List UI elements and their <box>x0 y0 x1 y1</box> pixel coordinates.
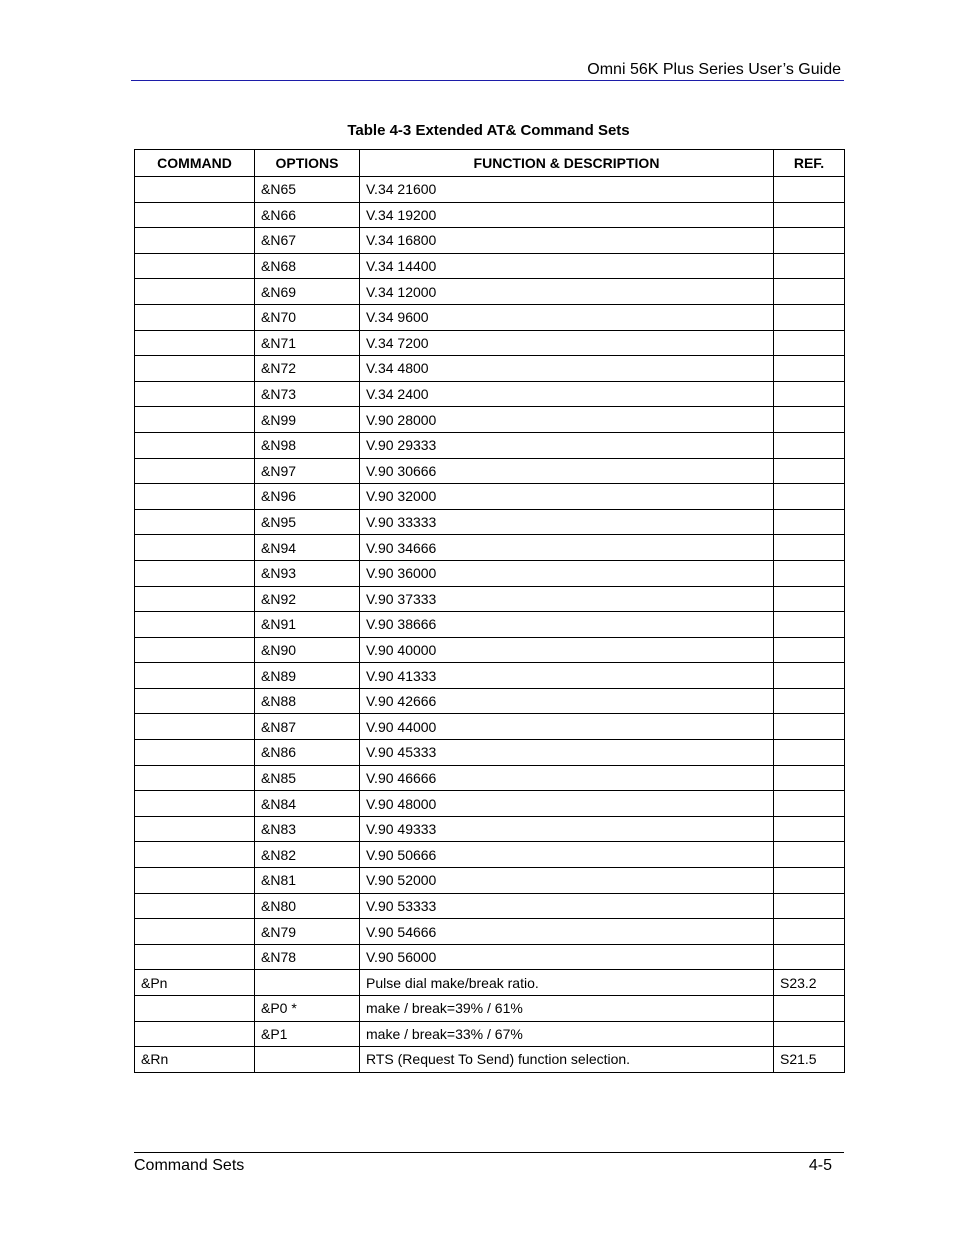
cell-command <box>135 509 255 535</box>
cell-function: make / break=39% / 61% <box>360 996 774 1022</box>
cell-options: &N85 <box>255 765 360 791</box>
cell-ref: S23.2 <box>774 970 845 996</box>
cell-function: V.34 12000 <box>360 279 774 305</box>
cell-function: V.34 14400 <box>360 253 774 279</box>
cell-command <box>135 1021 255 1047</box>
table-row <box>135 919 845 945</box>
cell-function: V.90 40000 <box>360 637 774 663</box>
table-row <box>135 893 845 919</box>
table-row <box>135 944 845 970</box>
cell-function: V.34 2400 <box>360 381 774 407</box>
table-caption: Table 4-3 Extended AT& Command Sets <box>347 122 630 139</box>
table-row <box>135 535 845 561</box>
table-row <box>135 432 845 458</box>
table-row <box>135 586 845 612</box>
table-row <box>135 228 845 254</box>
table-header-row <box>135 150 845 177</box>
table-row <box>135 304 845 330</box>
cell-ref <box>774 202 845 228</box>
cell-command <box>135 535 255 561</box>
cell-function: V.90 30666 <box>360 458 774 484</box>
cell-function: V.90 37333 <box>360 586 774 612</box>
cell-options: &N73 <box>255 381 360 407</box>
cell-command <box>135 381 255 407</box>
footer-divider <box>134 1152 844 1153</box>
cell-command <box>135 304 255 330</box>
cell-command <box>135 740 255 766</box>
cell-command: &Rn <box>135 1047 255 1073</box>
cell-command <box>135 996 255 1022</box>
table-row <box>135 842 845 868</box>
cell-options: &N66 <box>255 202 360 228</box>
cell-options: &N94 <box>255 535 360 561</box>
footer-section-name: Command Sets <box>134 1157 245 1174</box>
cell-ref <box>774 586 845 612</box>
cell-ref <box>774 816 845 842</box>
cell-function: Pulse dial make/break ratio. <box>360 970 774 996</box>
cell-function: make / break=33% / 67% <box>360 1021 774 1047</box>
table-row <box>135 765 845 791</box>
cell-ref <box>774 535 845 561</box>
cell-ref <box>774 560 845 586</box>
cell-options: &P1 <box>255 1021 360 1047</box>
cell-options: &N81 <box>255 868 360 894</box>
table-row <box>135 740 845 766</box>
cell-command <box>135 868 255 894</box>
cell-options: &N86 <box>255 740 360 766</box>
cell-function: V.90 53333 <box>360 893 774 919</box>
cell-command <box>135 356 255 382</box>
cell-ref <box>774 842 845 868</box>
table-row <box>135 816 845 842</box>
cell-function: V.90 46666 <box>360 765 774 791</box>
table-row <box>135 202 845 228</box>
table-row <box>135 612 845 638</box>
cell-options: &N78 <box>255 944 360 970</box>
cell-ref <box>774 612 845 638</box>
cell-command <box>135 663 255 689</box>
cell-command <box>135 842 255 868</box>
cell-options: &N70 <box>255 304 360 330</box>
cell-function: V.34 19200 <box>360 202 774 228</box>
cell-function: V.90 44000 <box>360 714 774 740</box>
cell-ref <box>774 381 845 407</box>
cell-function: V.90 54666 <box>360 919 774 945</box>
cell-ref <box>774 228 845 254</box>
cell-command <box>135 253 255 279</box>
table-row <box>135 714 845 740</box>
cell-options <box>255 970 360 996</box>
cell-ref <box>774 177 845 203</box>
cell-ref <box>774 304 845 330</box>
cell-ref <box>774 407 845 433</box>
cell-command <box>135 893 255 919</box>
cell-function: V.90 38666 <box>360 612 774 638</box>
cell-command <box>135 791 255 817</box>
cell-options: &N92 <box>255 586 360 612</box>
cell-options <box>255 1047 360 1073</box>
footer-page-number: 4-5 <box>808 1157 832 1174</box>
cell-ref <box>774 279 845 305</box>
cell-function: V.90 49333 <box>360 816 774 842</box>
cell-ref <box>774 432 845 458</box>
column-header-function: FUNCTION & DESCRIPTION <box>360 150 774 177</box>
cell-options: &N97 <box>255 458 360 484</box>
cell-command <box>135 407 255 433</box>
cell-options: &N71 <box>255 330 360 356</box>
cell-ref <box>774 919 845 945</box>
cell-options: &N83 <box>255 816 360 842</box>
cell-command <box>135 330 255 356</box>
cell-options: &N69 <box>255 279 360 305</box>
table-row <box>135 560 845 586</box>
cell-function: V.34 7200 <box>360 330 774 356</box>
cell-options: &N80 <box>255 893 360 919</box>
cell-options: &N79 <box>255 919 360 945</box>
cell-options: &N90 <box>255 637 360 663</box>
table-row <box>135 177 845 203</box>
cell-ref <box>774 458 845 484</box>
header-divider <box>131 80 844 81</box>
cell-function: V.90 48000 <box>360 791 774 817</box>
column-header-command: COMMAND <box>135 150 255 177</box>
cell-function: V.34 4800 <box>360 356 774 382</box>
table-row <box>135 637 845 663</box>
cell-options: &N99 <box>255 407 360 433</box>
cell-options: &N72 <box>255 356 360 382</box>
cell-options: &N95 <box>255 509 360 535</box>
cell-ref <box>774 330 845 356</box>
cell-command <box>135 586 255 612</box>
cell-options: &N98 <box>255 432 360 458</box>
cell-options: &N87 <box>255 714 360 740</box>
cell-command <box>135 612 255 638</box>
cell-options: &N93 <box>255 560 360 586</box>
cell-command <box>135 765 255 791</box>
cell-ref <box>774 740 845 766</box>
cell-function: V.90 41333 <box>360 663 774 689</box>
cell-ref <box>774 688 845 714</box>
table-row <box>135 868 845 894</box>
cell-function: V.90 56000 <box>360 944 774 970</box>
cell-ref <box>774 253 845 279</box>
cell-function: V.90 45333 <box>360 740 774 766</box>
table-row <box>135 688 845 714</box>
cell-ref <box>774 1021 845 1047</box>
cell-function: RTS (Request To Send) function selection. <box>360 1047 774 1073</box>
cell-ref <box>774 484 845 510</box>
cell-ref: S21.5 <box>774 1047 845 1073</box>
cell-function: V.90 36000 <box>360 560 774 586</box>
cell-options: &N88 <box>255 688 360 714</box>
cell-ref <box>774 356 845 382</box>
table-row <box>135 330 845 356</box>
cell-ref <box>774 509 845 535</box>
cell-command <box>135 202 255 228</box>
table-row <box>135 356 845 382</box>
cell-options: &N84 <box>255 791 360 817</box>
cell-command <box>135 919 255 945</box>
cell-command <box>135 177 255 203</box>
cell-ref <box>774 765 845 791</box>
table-row <box>135 381 845 407</box>
table-row <box>135 1047 845 1073</box>
cell-options: &N91 <box>255 612 360 638</box>
cell-ref <box>774 663 845 689</box>
cell-function: V.34 9600 <box>360 304 774 330</box>
table-row <box>135 407 845 433</box>
cell-ref <box>774 714 845 740</box>
table-row <box>135 663 845 689</box>
cell-command <box>135 484 255 510</box>
table-row <box>135 996 845 1022</box>
cell-command <box>135 228 255 254</box>
table-row <box>135 1021 845 1047</box>
table-row <box>135 253 845 279</box>
cell-options: &N67 <box>255 228 360 254</box>
cell-command <box>135 816 255 842</box>
cell-command <box>135 637 255 663</box>
table-body <box>135 177 845 1073</box>
cell-options: &P0 * <box>255 996 360 1022</box>
cell-command <box>135 432 255 458</box>
table-row <box>135 458 845 484</box>
cell-command <box>135 560 255 586</box>
cell-command: &Pn <box>135 970 255 996</box>
cell-function: V.90 52000 <box>360 868 774 894</box>
cell-ref <box>774 637 845 663</box>
cell-options: &N82 <box>255 842 360 868</box>
cell-function: V.90 28000 <box>360 407 774 433</box>
cell-options: &N89 <box>255 663 360 689</box>
cell-function: V.90 32000 <box>360 484 774 510</box>
cell-ref <box>774 791 845 817</box>
cell-ref <box>774 996 845 1022</box>
table-row <box>135 509 845 535</box>
cell-function: V.90 50666 <box>360 842 774 868</box>
cell-command <box>135 944 255 970</box>
column-header-options: OPTIONS <box>255 150 360 177</box>
cell-function: V.90 34666 <box>360 535 774 561</box>
table-row <box>135 484 845 510</box>
cell-function: V.34 21600 <box>360 177 774 203</box>
cell-ref <box>774 868 845 894</box>
cell-command <box>135 714 255 740</box>
cell-command <box>135 688 255 714</box>
cell-function: V.34 16800 <box>360 228 774 254</box>
table-row <box>135 970 845 996</box>
cell-ref <box>774 944 845 970</box>
table-row <box>135 791 845 817</box>
cell-function: V.90 29333 <box>360 432 774 458</box>
cell-options: &N68 <box>255 253 360 279</box>
cell-options: &N96 <box>255 484 360 510</box>
command-table <box>134 149 845 1073</box>
column-header-ref: REF. <box>774 150 845 177</box>
table-row <box>135 279 845 305</box>
cell-command <box>135 458 255 484</box>
running-header: Omni 56K Plus Series User’s Guide <box>587 61 841 78</box>
cell-options: &N65 <box>255 177 360 203</box>
cell-function: V.90 42666 <box>360 688 774 714</box>
cell-function: V.90 33333 <box>360 509 774 535</box>
cell-ref <box>774 893 845 919</box>
cell-command <box>135 279 255 305</box>
